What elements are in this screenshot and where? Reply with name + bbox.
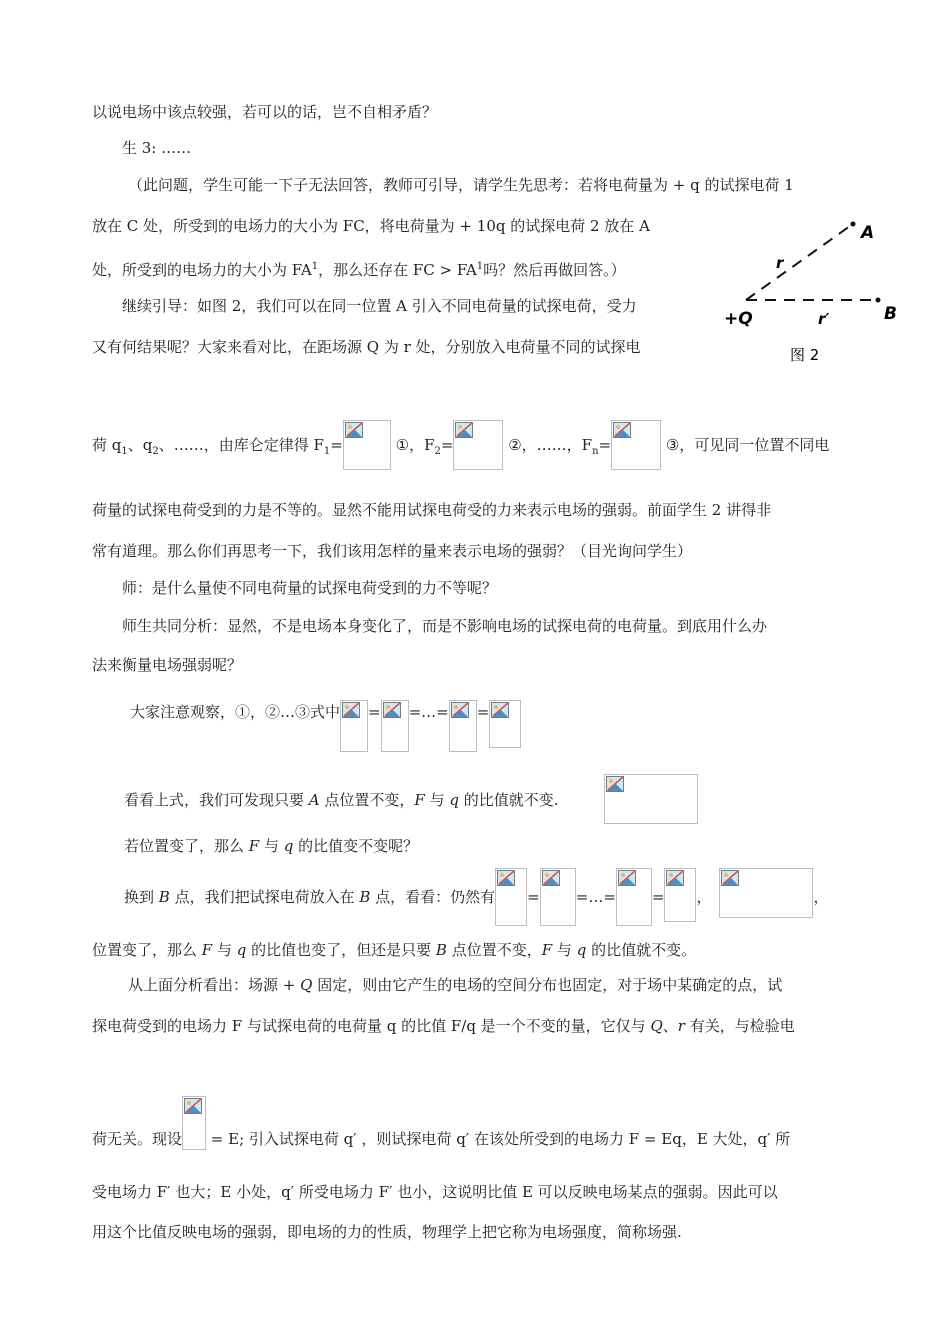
broken-image-icon	[345, 422, 363, 438]
formula-image-placeholder	[540, 868, 576, 926]
broken-image-icon	[455, 422, 473, 438]
text: 荷 q	[92, 436, 122, 454]
formula-image-placeholder	[182, 1096, 206, 1150]
text: 用这个比值反映电场的强弱，即电场的力的性质，物理学上把它称为电场强度，简称场强.	[92, 1223, 682, 1241]
text: 与	[259, 837, 284, 855]
text: =	[330, 436, 343, 454]
text: ，那么还存在 FC > FA	[318, 261, 477, 279]
text: Q	[650, 1017, 663, 1035]
text: =…=	[575, 888, 616, 906]
formula-image-placeholder	[453, 420, 503, 470]
point-b	[876, 298, 881, 303]
formula-image-placeholder	[489, 700, 521, 748]
text: A	[308, 791, 320, 809]
paragraph-line	[124, 868, 829, 926]
figure-2	[718, 212, 918, 372]
text: =	[368, 703, 381, 721]
text: =	[651, 888, 665, 906]
formula-image-placeholder	[381, 700, 409, 752]
text: 点位置不变，	[446, 941, 542, 959]
paragraph-line	[128, 175, 794, 195]
text: 、	[662, 1017, 678, 1035]
superscript: 1	[311, 261, 319, 272]
text: 受电场力 F′ 也大；E 小处，q′ 所受电场力 F′ 也小，这说明比值 E 可以反映电场某点的强弱。因此可以	[92, 1183, 778, 1201]
figure-caption: 图 2	[790, 346, 820, 364]
field-diagram	[718, 212, 918, 372]
text: = E; 引入试探电荷 q′ ，则试探电荷 q′ 在该处所受到的电场力 F = Eq，E 大处，q′ 所	[206, 1130, 791, 1148]
text: 与	[424, 791, 450, 809]
text: q	[576, 941, 587, 959]
text: F	[541, 941, 553, 959]
paragraph-line	[92, 1016, 795, 1036]
text: 探电荷受到的电场力 F 与试探电荷的电荷量 q 的比值 F/q 是一个不变的量，它仅与	[92, 1017, 651, 1035]
text: ③，可见同一位置不同电	[661, 436, 830, 454]
text: q	[283, 837, 294, 855]
paragraph-line	[92, 1096, 790, 1150]
text: ，	[813, 888, 829, 906]
paragraph-line	[92, 1222, 682, 1242]
text: 放在 C 处，所受到的电场力的大小为 FC，将电荷量为 + 10q 的试探电荷 2 放在 A	[92, 217, 650, 235]
subscript: 2	[434, 446, 441, 457]
text: 换到	[124, 888, 159, 906]
text: 生 3: ……	[122, 139, 192, 157]
formula-image-placeholder	[719, 868, 813, 918]
text: 若位置变了，那么	[124, 837, 249, 855]
paragraph-line	[92, 1182, 778, 1202]
text: B	[359, 888, 371, 906]
formula-image-placeholder	[340, 700, 368, 752]
text: 处，所受到的电场力的大小为 FA	[92, 261, 312, 279]
text: Q	[300, 976, 313, 994]
text: 继续引导：如图 2，我们可以在同一位置 A 引入不同电荷量的试探电荷，受力	[122, 297, 637, 315]
label-r: r	[776, 254, 784, 272]
text: 位置变了，那么	[92, 941, 202, 959]
text: 与	[212, 941, 237, 959]
paragraph-line	[92, 500, 771, 520]
paragraph-line	[122, 578, 497, 598]
text: =…=	[408, 703, 449, 721]
subscript: 2	[152, 446, 159, 457]
text: 常有道理。那么你们再思考一下，我们该用怎样的量来表示电场的强弱？（目光询问学生）	[92, 542, 693, 560]
paragraph-line	[122, 616, 767, 636]
broken-image-icon	[184, 1098, 202, 1114]
text: =	[476, 703, 490, 721]
point-a	[851, 222, 856, 227]
formula-image-placeholder	[495, 868, 527, 926]
paragraph-line	[122, 296, 637, 316]
text: q	[449, 791, 459, 809]
paragraph-line	[92, 420, 829, 470]
label-b: B	[884, 304, 897, 324]
paragraph-line	[92, 257, 626, 280]
text: 、q	[127, 436, 153, 454]
text: 点，看看：仍然有	[370, 888, 496, 906]
text: 有关，与检验电	[684, 1017, 795, 1035]
paragraph-line	[92, 940, 696, 960]
broken-image-icon	[451, 702, 469, 718]
text: 荷量的试探电荷受到的力是不等的。显然不能用试探电荷受的力来表示电场的强弱。前面学生 2 讲得非	[92, 501, 772, 519]
text: 师生共同分析：显然，不是电场本身变化了，而是不影响电场的试探电荷的电荷量。到底用什么办	[122, 617, 768, 635]
formula-image-placeholder	[449, 700, 477, 752]
text: 固定，则由它产生的电场的空间分布也固定，对于场中某确定的点，试	[312, 976, 783, 994]
formula-image-placeholder	[616, 868, 652, 926]
paragraph-line	[130, 700, 521, 752]
broken-image-icon	[606, 776, 624, 792]
subscript: 1	[323, 446, 331, 457]
text: 法来衡量电场强弱呢？	[92, 656, 243, 674]
text: 、……，由库仑定律得 F	[158, 436, 324, 454]
text: B	[158, 888, 170, 906]
formula-image-placeholder	[343, 420, 391, 470]
paragraph-line	[124, 790, 559, 810]
paragraph-line	[128, 975, 782, 995]
broken-image-icon	[497, 870, 515, 886]
text: r	[677, 1017, 685, 1035]
label-r-prime: r′	[818, 310, 830, 328]
text: q	[236, 941, 247, 959]
line-to-a	[746, 226, 850, 300]
formula-image-placeholder	[611, 420, 661, 470]
text: 大家注意观察，①，②…③式中	[130, 703, 341, 721]
text: 吗？然后再做回答。）	[483, 261, 626, 279]
paragraph-line	[92, 216, 650, 236]
text: B	[435, 941, 447, 959]
text: 点位置不变，	[319, 791, 415, 809]
paragraph-line	[124, 836, 418, 856]
text: =	[598, 436, 612, 454]
broken-image-icon	[342, 702, 360, 718]
text: 的比值也变了，但还是只要	[246, 941, 436, 959]
label-a: A	[861, 223, 875, 243]
broken-image-icon	[491, 702, 509, 718]
text: ②，……，F	[503, 436, 593, 454]
text: F	[248, 837, 260, 855]
text: ，	[696, 888, 712, 906]
paragraph-line	[122, 138, 191, 158]
text: 点，我们把试探电荷放入在	[169, 888, 360, 906]
text: 从上面分析看出：场源 +	[128, 976, 301, 994]
broken-image-icon	[383, 702, 401, 718]
text: 的比值变不变呢？	[293, 837, 419, 855]
formula-image-placeholder	[604, 774, 698, 824]
formula-image-placeholder	[664, 868, 696, 922]
paragraph-line	[92, 102, 437, 122]
text: =	[440, 436, 454, 454]
text: 的比值就不变.	[458, 791, 559, 809]
text: =	[527, 888, 540, 906]
text: 师：是什么量使不同电荷量的试探电荷受到的力不等呢？	[122, 579, 498, 597]
broken-image-icon	[542, 870, 560, 886]
label-q: +Q	[724, 309, 753, 329]
paragraph-line	[92, 655, 242, 675]
text: ①，F	[390, 436, 435, 454]
text: （此问题，学生可能一下子无法回答，教师可引导，请学生先思考：若将电荷量为 + q 的试探电荷 1	[128, 176, 794, 194]
broken-image-icon	[666, 870, 684, 886]
broken-image-icon	[613, 422, 631, 438]
paragraph-line	[92, 337, 641, 357]
subscript: n	[592, 446, 599, 457]
text: 的比值就不变。	[586, 941, 697, 959]
text: F	[414, 791, 425, 809]
paragraph-line	[92, 541, 692, 561]
text: 荷无关。现设	[92, 1130, 183, 1148]
broken-image-icon	[721, 870, 739, 886]
superscript: 1	[476, 261, 484, 272]
text: 又有何结果呢？大家来看对比，在距场源 Q 为 r 处，分别放入电荷量不同的试探电	[92, 338, 641, 356]
subscript: 1	[121, 446, 128, 457]
text: 以说电场中该点较强，若可以的话，岂不自相矛盾？	[92, 103, 438, 121]
text: 与	[552, 941, 577, 959]
broken-image-icon	[618, 870, 636, 886]
text: F	[201, 941, 213, 959]
text: 看看上式，我们可发现只要	[124, 791, 309, 809]
